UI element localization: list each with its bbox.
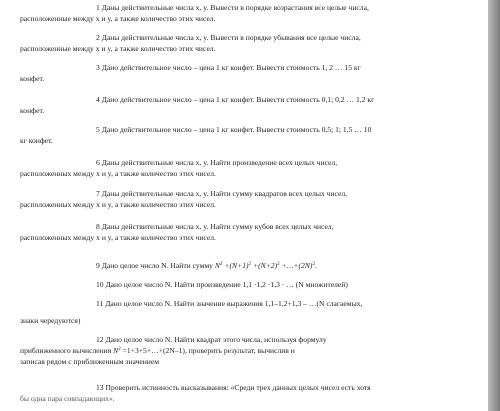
task-text: 10 Дано целое число N. Найти произведение 1,1 ·1,2 ·1,3 · … (N множителей) xyxy=(96,280,348,289)
task-text: 13 Проверить истинность высказывания: «Среди трех данных целых чисел есть хотя xyxy=(96,383,371,392)
task-text: 9 Дано целое число N. Найти сумму xyxy=(96,261,215,270)
task-11 xyxy=(20,298,470,326)
formula-part: +(N+2) xyxy=(251,261,278,270)
formula-part: +(N+1) xyxy=(222,261,249,270)
formula-part: +…+(2N) xyxy=(279,261,313,270)
task-4 xyxy=(20,94,470,116)
task-text: 6 Даны действительные числа x, y. Найти произведение всех целых чисел, xyxy=(96,158,338,167)
task-text: 2 Даны действительные числа x, y. Вывести в порядке убывания все целые числа, xyxy=(96,33,361,42)
task-text: 11 Дано целое число N. Найти значение выражения 1,1–1,2+1,3 – …(N слагаемых, xyxy=(96,299,363,308)
page-edge-shadow xyxy=(488,0,500,411)
formula-exponent: 2 xyxy=(248,262,252,267)
task-3 xyxy=(20,62,470,84)
task-text: приближенного вычисления xyxy=(20,346,114,355)
task-text: 8 Даны действительные числа x, y. Найти сумму кубов всех целых чисел, xyxy=(96,222,334,231)
task-text: 7 Даны действительные числа x, y. Найти сумму квадратов всех целых чисел, xyxy=(96,189,348,198)
task-text: расположенные между x и y, а также количество этих чисел. xyxy=(20,14,216,23)
task-5 xyxy=(20,124,470,146)
task-text xyxy=(20,345,470,356)
task-2 xyxy=(20,32,470,54)
task-12 xyxy=(20,334,470,367)
task-text: 12 Дано целое число N. Найти квадрат этого числа, используя формулу xyxy=(96,335,327,344)
formula-exponent: 2 xyxy=(219,262,223,267)
formula-part: =1+3+5+…+(2N–1), проверить результат, вычислив и xyxy=(120,346,295,355)
task-text: конфет. xyxy=(20,106,45,115)
task-text: бы одна пара совпадающих». xyxy=(20,394,115,403)
formula-exponent: 2 xyxy=(118,347,121,352)
task-text: 5 Дано действительное число – цена 1 кг конфет. Вывести стоимость 0,5; 1; 1,5 … 10 xyxy=(96,125,372,134)
formula-exponent: 2 xyxy=(312,262,315,267)
task-text xyxy=(20,260,470,271)
task-text: 3 Дано действительное число – цена 1 кг конфет. Вывести стоимость 1, 2 … 15 кг xyxy=(96,63,361,72)
task-text: кг конфет. xyxy=(20,136,53,145)
task-10 xyxy=(20,279,470,290)
task-text: записав рядом с приближенным значением xyxy=(20,357,160,366)
task-text: расположенные между x и y, а также количество этих чисел. xyxy=(20,44,216,53)
task-text: 4 Дано действительное число – цена 1 кг конфет. Вывести стоимость 0,1; 0,2 … 1,2 кг xyxy=(96,95,375,104)
task-13 xyxy=(20,382,470,404)
formula-exponent: 2 xyxy=(277,262,280,267)
formula-part: N xyxy=(113,346,119,355)
task-9 xyxy=(20,260,470,271)
task-text: знаки чередуются) xyxy=(20,316,81,325)
task-1 xyxy=(20,2,470,24)
task-8 xyxy=(20,221,470,243)
task-text: конфет. xyxy=(20,74,45,83)
task-text: расположенных между x и y, а также количество этих чисел. xyxy=(20,233,216,242)
formula-part: N xyxy=(214,261,220,270)
task-text: расположенных между x и y, а также количество этих чисел. xyxy=(20,200,216,209)
task-7 xyxy=(20,188,470,210)
task-6 xyxy=(20,157,470,179)
task-text: расположенных между x и y, а также количество этих чисел. xyxy=(20,169,216,178)
formula-part: . xyxy=(314,261,317,270)
task-text: 1 Даны действительные числа x, y. Вывести в порядке возрастания все целые числа, xyxy=(96,3,369,12)
formula xyxy=(215,261,317,270)
